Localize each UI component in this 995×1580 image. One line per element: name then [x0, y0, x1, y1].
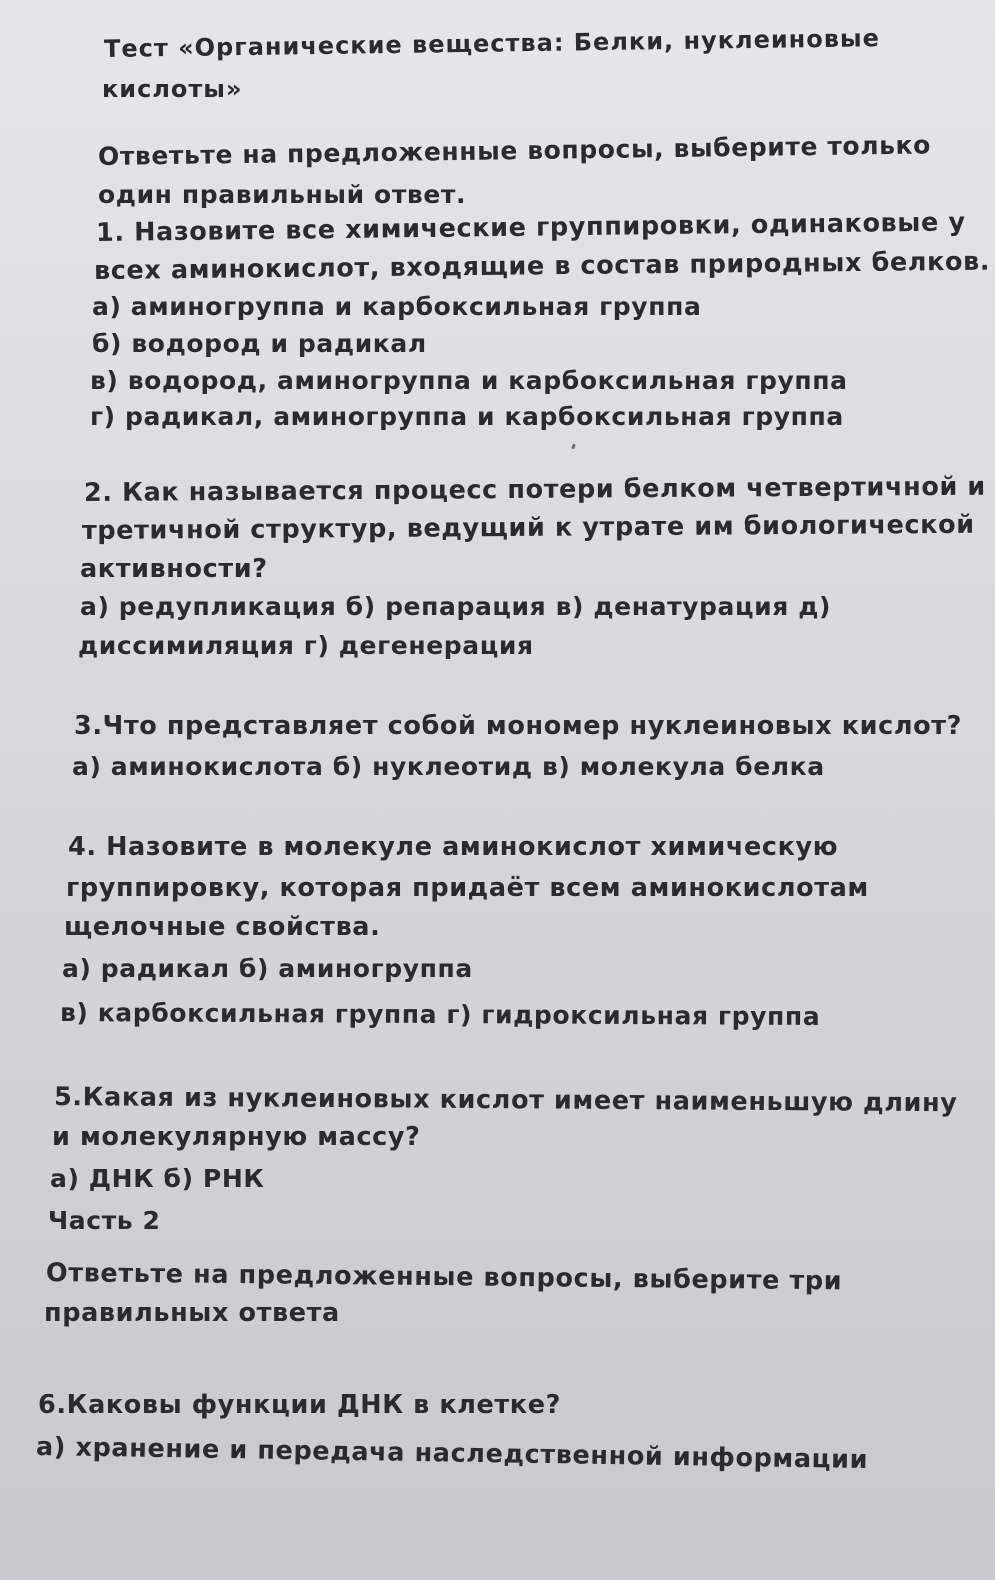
instructions-line-2: один правильный ответ. — [98, 180, 467, 209]
question-1-option-b: б) водород и радикал — [92, 329, 427, 358]
question-4-line-3: щелочные свойства. — [64, 912, 381, 942]
question-5-line-2: и молекулярную массу? — [52, 1122, 421, 1152]
title-line-1: Тест «Органические вещества: Белки, нуклеиновые — [103, 24, 881, 63]
instructions-line-1: Ответьте на предложенные вопросы, выберите только — [97, 130, 932, 171]
part-2-instructions-line-2: правильных ответа — [44, 1298, 340, 1328]
question-3-options: а) аминокислота б) нуклеотид в) молекула белка — [72, 752, 825, 781]
part-2-instructions-line-1: Ответьте на предложенные вопросы, выберите три — [45, 1258, 843, 1297]
question-1-option-d: г) радикал, аминогруппа и карбоксильная группа — [90, 402, 844, 431]
question-1-option-c: в) водород, аминогруппа и карбоксильная группа — [90, 366, 848, 395]
question-2-line-3: активности? — [80, 554, 268, 584]
question-4-options-line-1: а) радикал б) аминогруппа — [62, 954, 473, 983]
question-2-options-line-2: диссимиляция г) дегенерация — [78, 631, 534, 660]
question-1-line-2: всех аминокислот, входящие в состав природных белков. — [93, 246, 991, 286]
question-6-line-1: 6.Каковы функции ДНК в клетке? — [38, 1390, 561, 1420]
question-3-line-1: 3.Что представляет собой мономер нуклеиновых кислот? — [74, 711, 962, 741]
question-1-line-1: 1. Назовите все химические группировки, одинаковые у — [95, 207, 966, 248]
question-1-option-a: а) аминогруппа и карбоксильная группа — [92, 292, 702, 321]
part-2-heading: Часть 2 — [48, 1206, 161, 1235]
question-2-line-1: 2. Как называется процесс потери белком четвертичной и — [83, 471, 986, 508]
question-4-options-line-2: в) карбоксильная группа г) гидроксильная группа — [59, 998, 821, 1031]
question-2-line-2: третичной структур, ведущий к утрате им биологической — [81, 509, 975, 546]
question-5-options: а) ДНК б) РНК — [50, 1164, 265, 1193]
question-6-option-a: а) хранение и передача наследственной информации — [35, 1432, 869, 1476]
question-4-line-2: группировку, которая придаёт всем аминокислотам — [66, 873, 869, 903]
question-4-line-1: 4. Назовите в молекуле аминокислот химическую — [68, 832, 839, 862]
question-2-options-line-1: а) редупликация б) репарация в) денатурация д) — [80, 592, 832, 621]
paper-speck — [571, 444, 576, 450]
question-5-line-1: 5.Какая из нуклеиновых кислот имеет наименьшую длину — [53, 1082, 958, 1119]
title-line-2: кислоты» — [102, 75, 243, 103]
